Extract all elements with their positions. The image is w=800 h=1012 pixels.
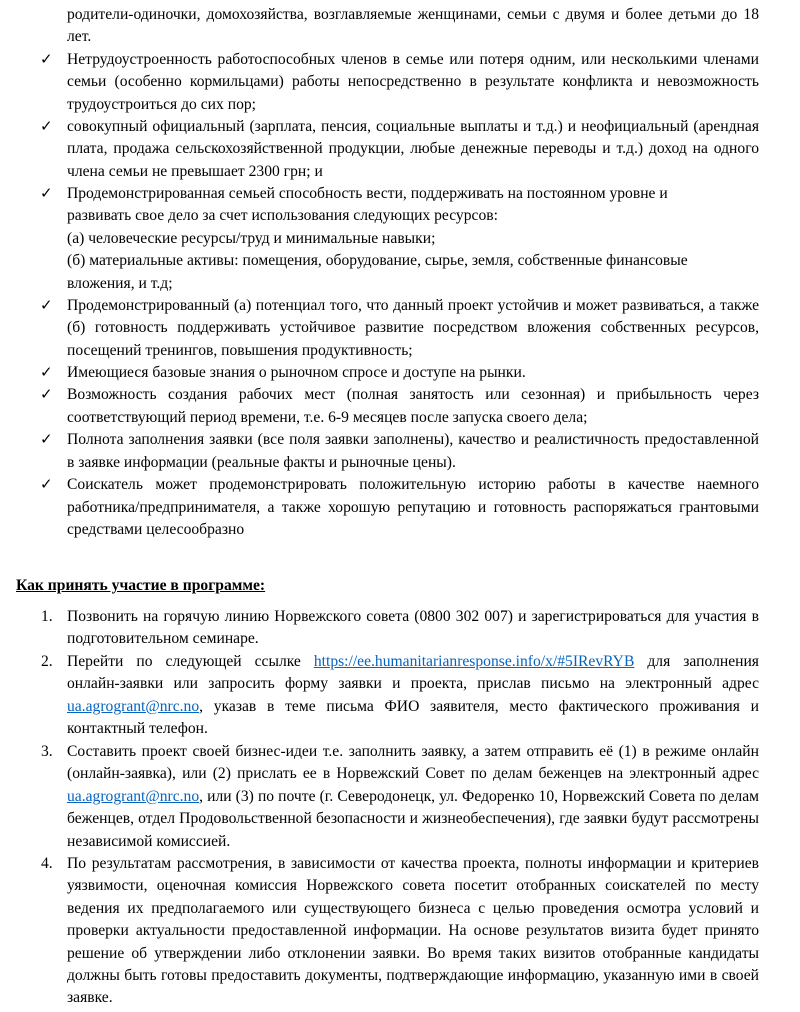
- criteria-item: [0, 183, 759, 295]
- criteria-item: [0, 49, 759, 116]
- criteria-item: [0, 295, 759, 362]
- application-link[interactable]: https://ee.humanitarianresponse.info/x/#5IRevRYB: [313, 653, 635, 670]
- section-heading: Как принять участие в программе:: [16, 577, 266, 594]
- step-text: , указав в теме письма ФИО заявителя, место фактического проживания и контактный телефон.: [67, 697, 759, 738]
- step-item: [0, 741, 759, 853]
- step-number: 4.: [41, 855, 53, 872]
- step-text: Позвонить на горячую линию Норвежского совета (0800 302 007) и зарегистрироваться для участия в подготовительном семинаре.: [67, 608, 759, 648]
- criteria-text: Соискатель может продемонстрировать положительную историю работы в качестве наемного работника/предпринимателя, а также хорошую репутацию и готовность распоряжаться грантовыми средствами целесообразно: [67, 476, 759, 539]
- criteria-text: совокупный официальный (зарплата, пенсия, социальные выплаты и т.д.) и неофициальный (арендная плата, продажа сельскохозяйственной продукции, любые денежные переводы и т.д.) доход на одного члена семьи не превышает 2300 грн; и: [67, 118, 759, 180]
- email-link[interactable]: ua.agrogrant@nrc.no: [67, 787, 200, 805]
- criteria-item: [0, 384, 759, 429]
- check-mark-icon: ✓: [40, 432, 53, 449]
- step-text: По результатам рассмотрения, в зависимости от качества проекта, полноты информации и критериев уязвимости, оценочная комиссия Норвежского совета посетит отобранных соискателей по месту ведения их предполагаемого или существующего бизнеса с целью проведения осмотра условий и проверки актуальности предоставленной информации. На основе результатов визита будет принято решение об утверждении либо отклонении заявки. Во время таких визитов отобранные кандидаты должны быть готовы предоставить документы, подтверждающие информацию, указанную ими в своей заявке.: [67, 855, 759, 1007]
- step-number: 3.: [41, 743, 53, 760]
- check-mark-icon: ✓: [40, 365, 53, 381]
- criteria-text: Возможность создания рабочих мест (полная занятость или сезонная) и прибыльность через соответствующий период времени, т.е. 6-9 месяцев после запуска своего дела;: [67, 386, 759, 426]
- criteria-item: [0, 429, 759, 474]
- step-item: [0, 651, 759, 741]
- criteria-item: [0, 116, 759, 183]
- step-text: , или (3) по почте (г. Северодонецк, ул. Федоренко 10, Норвежский Совета по делам беженцев, отдел Продовольственной безопасности и жизнеобеспечения), где заявки будут рассмотрены независимой комиссией.: [67, 787, 759, 850]
- check-mark-icon: ✓: [40, 477, 53, 494]
- check-mark-icon: ✓: [40, 186, 53, 202]
- check-mark-icon: ✓: [40, 52, 53, 68]
- step-item: [0, 853, 759, 1010]
- criteria-text: Полнота заполнения заявки (все поля заявки заполнены), качество и реалистичность предоставленной в заявке информации (реальные факты и рыночные цены).: [67, 431, 759, 471]
- criteria-subitem-a: (а) человеческие ресурсы/труд и минимальные навыки;: [67, 229, 436, 247]
- steps-list: [0, 606, 800, 1010]
- step-text: Составить проект своей бизнес-идеи т.е. заполнить заявку, а затем отправить её (1) в режиме онлайн (онлайн-заявка), или (2) прислать ее в Норвежский Совет по делам беженцев на электронный адрес: [67, 743, 759, 783]
- check-mark-icon: ✓: [40, 119, 53, 135]
- criteria-text: Имеющиеся базовые знания о рыночном спросе и доступе на рынки.: [67, 364, 526, 381]
- step-item: [0, 606, 759, 651]
- step-text: для заполнения онлайн-заявки или запросить форму заявки и проекта, прислав письмо на электронный адрес: [67, 653, 759, 693]
- step-number: 2.: [41, 653, 53, 670]
- criteria-list: [0, 49, 800, 541]
- criteria-item: [0, 362, 759, 384]
- criteria-text: развивать свое дело за счет использования следующих ресурсов:: [67, 207, 498, 225]
- step-text: Перейти по следующей ссылке: [67, 653, 314, 670]
- step-number: 1.: [41, 608, 53, 625]
- check-mark-icon: ✓: [40, 298, 53, 314]
- continuation-paragraph: родители-одиночки, домохозяйства, возглавляемые женщинами, семьи с двумя и более детьми до 18 лет.: [67, 6, 759, 46]
- criteria-text: вложения, и т.д;: [67, 274, 173, 292]
- criteria-text: Нетрудоустроенность работоспособных членов в семье или потеря одним, или несколькими членами семьи (особенно кормильцами) работы непосредственно в результате конфликта и невозможность трудоустроиться до сих пор;: [67, 51, 759, 113]
- criteria-text: Продемонстрированный (а) потенциал того, что данный проект устойчив и может развиваться, а также (б) готовность поддерживать устойчивое развитие посредством вложения собственных ресурсов, посещений тренингов, повышения продуктивность;: [67, 297, 759, 359]
- criteria-subitem-b: (б) материальные активы: помещения, оборудование, сырье, земля, собственные финансовые: [67, 252, 688, 270]
- criteria-text: Продемонстрированная семьей способность вести, поддерживать на постоянном уровне и: [67, 185, 668, 202]
- email-link[interactable]: ua.agrogrant@nrc.no: [67, 697, 200, 715]
- check-mark-icon: ✓: [40, 387, 53, 404]
- criteria-item: [0, 474, 759, 541]
